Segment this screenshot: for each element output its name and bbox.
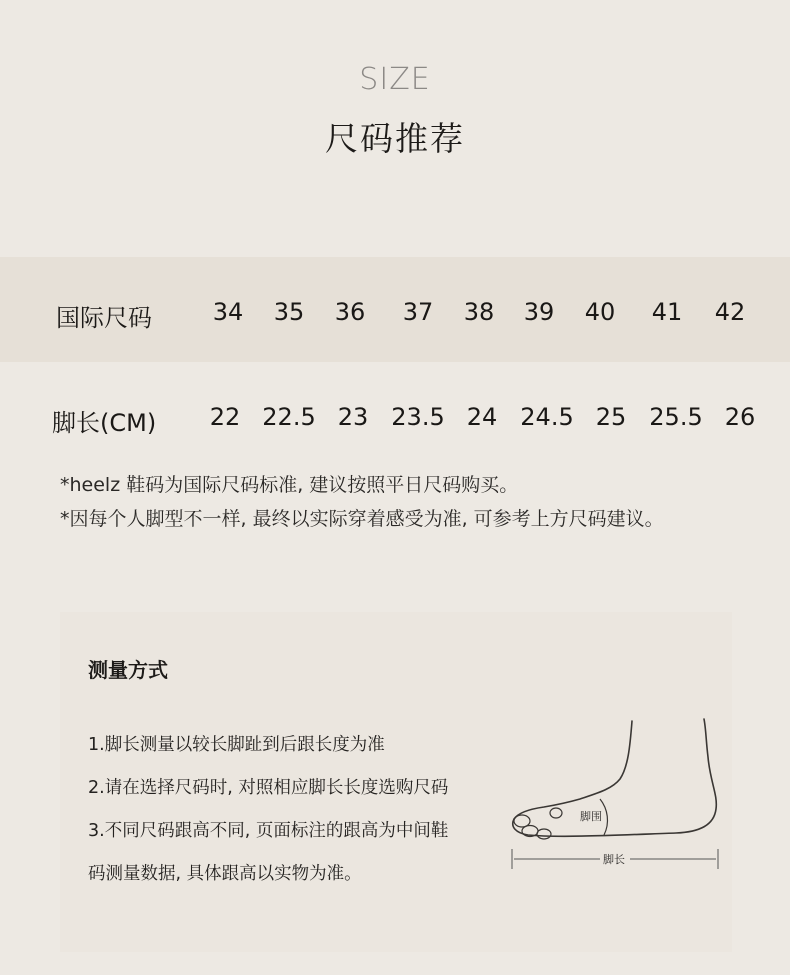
note-line: *heelz 鞋码为国际尺码标准, 建议按照平日尺码购买。 (60, 474, 519, 496)
foot-length-cell: 22 (209, 403, 241, 431)
measurement-step: 3.不同尺码跟高不同, 页面标注的跟高为中间鞋 (88, 821, 449, 841)
foot-length-cell: 23.5 (391, 403, 445, 431)
intl-size-cell: 35 (273, 298, 305, 326)
measurement-steps (88, 724, 448, 896)
intl-size-cell: 41 (651, 298, 683, 326)
measurement-panel (60, 612, 732, 952)
foot-length-cell: 26 (724, 403, 756, 431)
measurement-step: 2.请在选择尺码时, 对照相应脚长长度选购尺码 (88, 778, 449, 798)
foot-length-cell: 22.5 (262, 403, 316, 431)
intl-size-cell: 42 (714, 298, 746, 326)
note-line: *因每个人脚型不一样, 最终以实际穿着感受为准, 可参考上方尺码建议。 (60, 508, 664, 530)
foot-length-cell: 24 (466, 403, 498, 431)
intl-size-cell: 38 (463, 298, 495, 326)
foot-length-cell: 25.5 (649, 403, 703, 431)
page-title: 尺码推荐 (325, 119, 465, 158)
measurement-title: 测量方式 (88, 658, 168, 682)
foot-diagram-icon (500, 717, 730, 877)
foot-length-row (0, 397, 790, 437)
foot-length-cell: 24.5 (520, 403, 574, 431)
size-notes (60, 468, 664, 536)
header (0, 62, 790, 160)
foot-length-label: 脚长(CM) (52, 409, 157, 437)
intl-size-label: 国际尺码 (56, 304, 152, 332)
intl-size-row (0, 292, 790, 332)
foot-length-cell: 25 (595, 403, 627, 431)
length-label: 脚长 (603, 853, 625, 866)
measurement-step: 1.脚长测量以较长脚趾到后跟长度为准 (88, 735, 385, 755)
foot-length-cell: 23 (337, 403, 369, 431)
intl-size-cell: 34 (212, 298, 244, 326)
measurement-step: 码测量数据, 具体跟高以实物为准。 (88, 864, 362, 884)
intl-size-cell: 36 (334, 298, 366, 326)
intl-size-cell: 40 (584, 298, 616, 326)
intl-size-cell: 37 (402, 298, 434, 326)
girth-label: 脚围 (580, 810, 602, 823)
intl-size-cell: 39 (523, 298, 555, 326)
size-label: SIZE (359, 62, 431, 97)
